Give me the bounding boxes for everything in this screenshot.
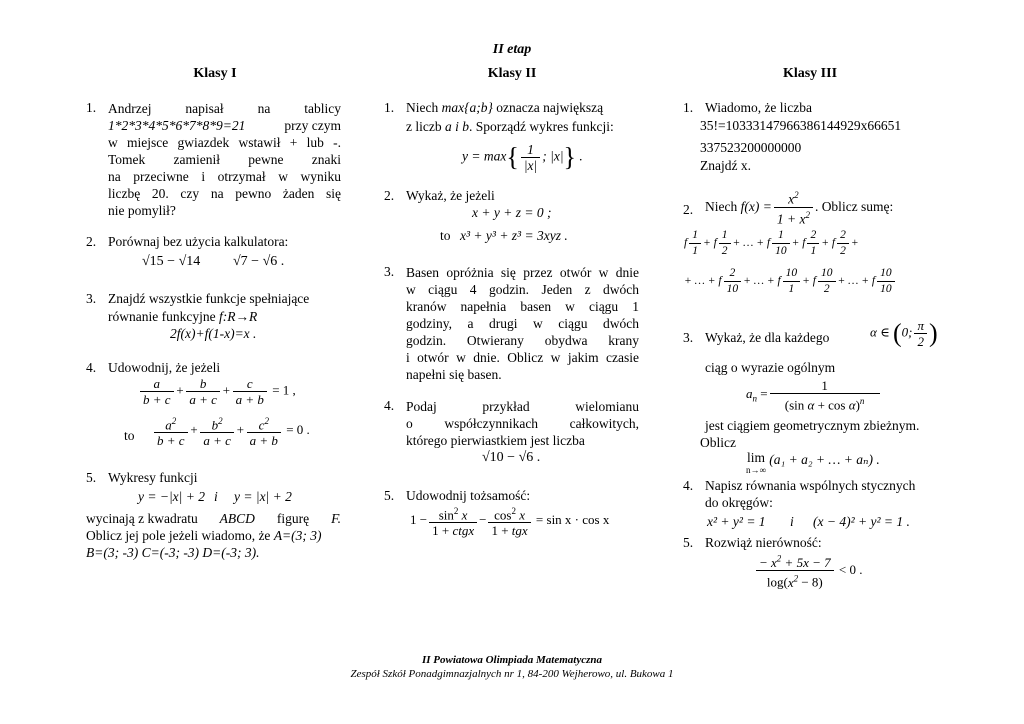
- problem-number: 4.: [683, 478, 694, 493]
- problem-number: 5.: [86, 470, 97, 485]
- problem-text: to: [124, 428, 135, 443]
- problem-number: 3.: [384, 264, 395, 279]
- problem-number-value: 35!=10333147966386144929x66651: [700, 118, 902, 133]
- problem-text: nie pomylił?: [108, 203, 176, 218]
- inequality-rhs: < 0 .: [838, 561, 863, 577]
- problem-text: i: [214, 489, 218, 504]
- math-expression: max{a;b}: [441, 100, 493, 115]
- math-expression: (x − 4)² + y² = 1 .: [813, 514, 910, 529]
- column-title-klasy-1: Klasy I: [193, 66, 237, 81]
- limit-body: (a₁ + a₂ + … + aₙ) .: [769, 452, 880, 467]
- problem-text: Wykaż, że jeżeli: [406, 188, 495, 203]
- problem-text: na przeciwne i otrzymał w wyniku: [108, 169, 341, 184]
- fraction-equation-1: $\frac{a}{b + c}$ + $\frac{b}{a + c}$ + $\frac{c}{a + b}$ = 1 ,: [138, 376, 296, 407]
- problem-text: oznacza największą: [496, 100, 604, 115]
- problem-text: Basen opróżnia się przez otwór w dnie: [406, 265, 639, 280]
- problem-text: F.: [331, 511, 341, 526]
- problem-text: równanie funkcyjne: [108, 309, 216, 324]
- problem-text: do okręgów:: [705, 495, 773, 510]
- problem-text: Niech: [705, 199, 738, 214]
- problem-text: ciąg o wyrazie ogólnym: [705, 360, 836, 375]
- problem-number: 1.: [384, 100, 395, 115]
- problem-text: o współczynnikach całkowitych,: [406, 416, 639, 431]
- problem-number: 5.: [384, 488, 395, 503]
- sequence-formula: $a_n$ = $\frac{1}{(\sin \alpha + \cos \alpha)^n}$: [746, 378, 882, 412]
- math-expression: 2f(x)+f(1-x)=x .: [170, 326, 257, 341]
- problem-text: Tomek zamienił pewne znaki: [108, 152, 341, 167]
- problem-text: którego pierwiastkiem jest liczba: [406, 433, 585, 448]
- problem-text: z liczb: [406, 119, 442, 134]
- problem-number: 5.: [683, 535, 694, 550]
- problem-number: 4.: [86, 360, 97, 375]
- problem-text: i otwór w dnie. Oblicz w jakim czasie: [406, 350, 639, 365]
- alpha-interval: α ∈ (0; $\frac{\pi}{2}$ ): [870, 318, 938, 349]
- problem-text: Niech: [406, 100, 439, 115]
- problem-text: godziny, a drugi w ciągu dwóch: [406, 316, 639, 331]
- problem-text: wycinają z kwadratu: [86, 511, 198, 526]
- problem-text: kranów napełnia basen w ciągu 1: [406, 299, 639, 314]
- problem-text: godzin. Otwierany obydwa krany: [406, 333, 639, 348]
- limit-expression: [746, 452, 880, 476]
- problem-number: 2.: [384, 188, 395, 203]
- footer-address: Zespół Szkół Ponadgimnazjalnych nr 1, 84-200 Wejherowo, ul. Bukowa 1: [350, 668, 674, 680]
- problem-number: 3.: [683, 330, 694, 345]
- fraction-equation-2: $\frac{a^2}{b + c}$ + $\frac{b^2}{a + c}$ + $\frac{c^2}{a + b}$ = 0 .: [152, 414, 310, 448]
- column-title-klasy-3: Klasy III: [782, 66, 838, 81]
- problem-text: jest ciągiem geometrycznym zbieżnym.: [705, 418, 920, 433]
- equation-lhs: y = max: [462, 148, 507, 164]
- problem-text: Andrzej napisał na tablicy: [108, 101, 341, 116]
- problem-text: Udowodnij tożsamość:: [406, 488, 531, 503]
- math-expression: √10 − √6 .: [482, 450, 541, 465]
- problem-number: 4.: [384, 398, 395, 413]
- sum-line-1: f $\frac{1}{1}$ + f $\frac{1}{2}$ + … + f $\frac{1}{10}$ + f $\frac{2}{1}$ + f $\frac{2}{2}$ +: [684, 229, 859, 257]
- identity-equation: 1 − $\frac{\sin^2 x}{\text{1 + ctgx}}$ − $\frac{\cos^2 x}{\text{1 + tgx}}$ = sin x · cos x: [410, 506, 610, 539]
- problem-number: 1.: [683, 100, 694, 115]
- problem-number-value: 337523200000000: [700, 140, 802, 155]
- problem-number: 2.: [683, 202, 694, 217]
- problem-number: 2.: [86, 234, 97, 249]
- problem-number: 1.: [86, 100, 97, 115]
- math-expression: f:R→R: [218, 309, 258, 324]
- problem-text: Wykaż, że dla każdego: [705, 330, 830, 345]
- math-expression: x³ + y³ + z³ = 3xyz .: [460, 228, 568, 243]
- equation-rhs: = 1 ,: [272, 382, 296, 398]
- equation-rhs: = 0 .: [286, 422, 310, 438]
- problem-expression: 1*2*3*4*5*6*7*8*9=21: [108, 118, 246, 133]
- math-expression: √7 − √6 .: [233, 254, 285, 269]
- limit-label: lim: [746, 450, 765, 465]
- problem-text: w miejsce gwiazdek wstawił + lub -.: [108, 135, 341, 150]
- problem-number: 3.: [86, 291, 97, 306]
- problem-text: figurę: [276, 511, 310, 526]
- footer-title: II Powiatowa Olimpiada Matematyczna: [422, 654, 602, 666]
- problem-text: . Sporządź wykres funkcji:: [469, 119, 614, 134]
- math-expression: y = |x| + 2: [234, 489, 292, 504]
- problem-text: liczbę 20. czy na pewno żaden się: [108, 186, 341, 201]
- math-expression: x + y + z = 0 ;: [472, 205, 552, 220]
- math-expression: √15 − √14: [142, 254, 201, 269]
- stage-title: II etap: [492, 42, 532, 57]
- problem-text: to: [440, 228, 451, 243]
- problem-text: w ciągu 4 godzin. Jeden z dwóch: [406, 282, 639, 297]
- problem-text: Wykresy funkcji: [108, 470, 198, 485]
- problem-text: Podaj przykład wielomianu: [406, 399, 639, 414]
- problem-text: A=(3; 3): [273, 528, 322, 543]
- problem-text: Wiadomo, że liczba: [705, 100, 813, 115]
- equation-rhs: = sin x · cos x: [535, 512, 610, 528]
- problem-text: przy czym: [284, 118, 341, 133]
- problem-text: Porównaj bez użycia kalkulatora:: [108, 234, 289, 249]
- math-expression: a i b: [444, 119, 469, 134]
- max-function-equation: y = max{ $\frac{1}{|x|}$ ; |x|} .: [462, 142, 583, 173]
- column-title-klasy-2: Klasy II: [487, 66, 537, 81]
- problem-text: Znajdź wszystkie funkcje spełniające: [108, 291, 310, 306]
- inequality: $\frac{- x^2 + 5x - 7}{\log(x^2 - 8)}$ < 0 .: [754, 552, 862, 590]
- problem-text: i: [790, 514, 794, 529]
- limit-subscript: n→∞: [746, 465, 766, 475]
- problem-text: . Oblicz sumę:: [814, 199, 894, 214]
- problem-text: B=(3; -3) C=(-3; -3) D=(-3; 3).: [86, 545, 260, 560]
- math-expression: x² + y² = 1: [707, 514, 766, 529]
- problem-text: Oblicz jej pole jeżeli wiadomo, że: [86, 528, 271, 543]
- problem-text: napełni się basen.: [406, 367, 502, 382]
- math-expression: y = −|x| + 2: [138, 489, 205, 504]
- sum-line-2: + … + f $\frac{2}{10}$ + … + f $\frac{10}{1}$ + f $\frac{10}{2}$ + … + f $\frac{10}{10}$: [684, 266, 897, 297]
- function-fraction: $\frac{x^2}{1 + x^2}$: [774, 188, 813, 226]
- problem-text: Oblicz: [700, 435, 736, 450]
- problem-text: Znajdź x.: [700, 158, 751, 173]
- problem-text: Napisz równania wspólnych stycznych: [705, 478, 916, 493]
- problem-text: ABCD: [219, 511, 255, 526]
- problem-text: Rozwiąż nierówność:: [705, 535, 822, 550]
- problem-text: Udowodnij, że jeżeli: [108, 360, 221, 375]
